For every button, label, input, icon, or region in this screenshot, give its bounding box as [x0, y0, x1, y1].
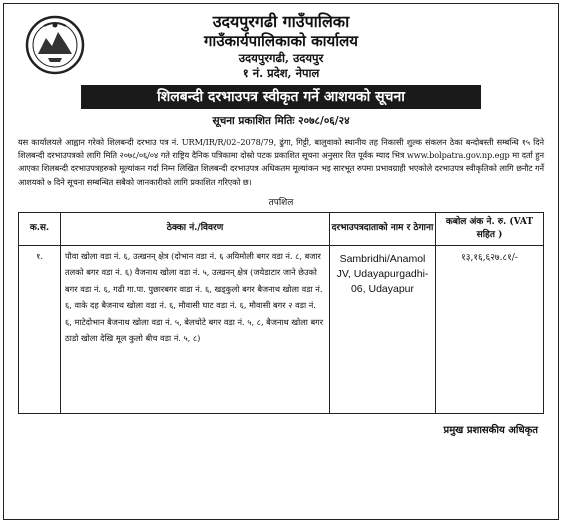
row-amount: १३,१६,६२७.८१/- — [436, 245, 544, 413]
notice-body: यस कार्यालयले आह्वान गरेको शिलबन्दी दरभाउ पत्र नं. URM/IR/R/02–2078/79, ढुंगा, गिट्टी, बालुवाको स्थानीय तह निकासी शुल्क संकलन ठेका बन्दोबस्ती सम्बन्धि १५ दिने शिलबन्दी दरभाउपत्रको लागि मिति २०७८/०६/०४ गते राष्ट्रिय दैनिक पत्रिकामा दोस्रो पटक प्रकाशित सूचना अनुसार रित पूर्वक म्याद भित्र www.bolpatra.gov.np.egp मा दर्ता हुन आएका शिलबन्दी दरभाउपत्रहरुको मूल्यांकन गर्दा निम्न लिखित शिलबन्दी दरभाउपत्र अधिकतम मूल्यांकन भइ सारभूत रुपमा प्रभावग्राही भएकोले दरभाउपत्र स्वीकृतिको लागि छनौट गर्ने आशयको ७ दिने सूचना सम्बन्धित सबैको जानकारीको लागि प्रकाशित गरिएको छ। — [18, 137, 544, 187]
notice-page — [3, 3, 559, 520]
province-line: १ नं. प्रदेश, नेपाल — [242, 66, 320, 80]
header-amount: कबोल अंक ने. रु. (VAT सहित ) — [436, 212, 544, 245]
row-contract: पौवा खोला वडा नं. ६, उत्खनन् क्षेत्र (दोभान वडा नं. ६ अयिमोली बगर वडा नं. ८, बजार तलको बगर वडा नं. ६) वैजनाथ खोला वडा नं. ५, उत्खनन् क्षेत्र (जयेडाटार जाने छेउको बगर वडा नं. ६, गढी गा.पा. पुछारबगर वाडा नं. ६, खड्कुलो बगर बैजनाथ खोला वडा नं. ६, वाके दह बैजनाथ खोला वडा नं. ६, मौवासी घाट वडा नं. ६, मौवासी बगर २ वडा नं. ६, माटेदोभान बैजनाथ खोला वडा नं. ५, बेलचोटे बगर वडा नं. ५, ८, बैजनाथ खोला बगर ठाडो खोला देखि मूल कुलो बीच वडा नं. ५, ८) — [61, 245, 330, 413]
notice-title: शिलबन्दी दरभाउपत्र स्वीकृत गर्ने आशयको सूचना — [81, 85, 481, 109]
nepal-emblem-icon — [24, 14, 86, 76]
header-contract: ठेक्का नं./विवरण — [61, 212, 330, 245]
municipality-name: उदयपुरगढी गाउँपालिका — [212, 12, 350, 31]
publish-date: सूचना प्रकाशित मितिः २०७८/०६/२४ — [212, 115, 350, 127]
header-bidder: दरभाउपत्रदाताको नाम र ठेगाना — [330, 212, 436, 245]
row-sn: १. — [19, 245, 61, 413]
header-sn: क.स. — [19, 212, 61, 245]
office-header — [18, 12, 544, 81]
details-table — [18, 212, 544, 414]
table-header-row — [19, 212, 544, 245]
office-address: उदयपुरगढी, उदयपुर — [238, 51, 324, 65]
table-row — [19, 245, 544, 413]
row-bidder: Sambridhi/Anamol JV, Udayapurgadhi-06, Udayapur — [330, 245, 436, 413]
signature-title: प्रमुख प्रशासकीय अधिकृत — [443, 424, 538, 436]
table-caption: तपशिल — [268, 197, 294, 208]
office-name: गाउँकार्यपालिकाको कार्यालय — [203, 32, 358, 50]
